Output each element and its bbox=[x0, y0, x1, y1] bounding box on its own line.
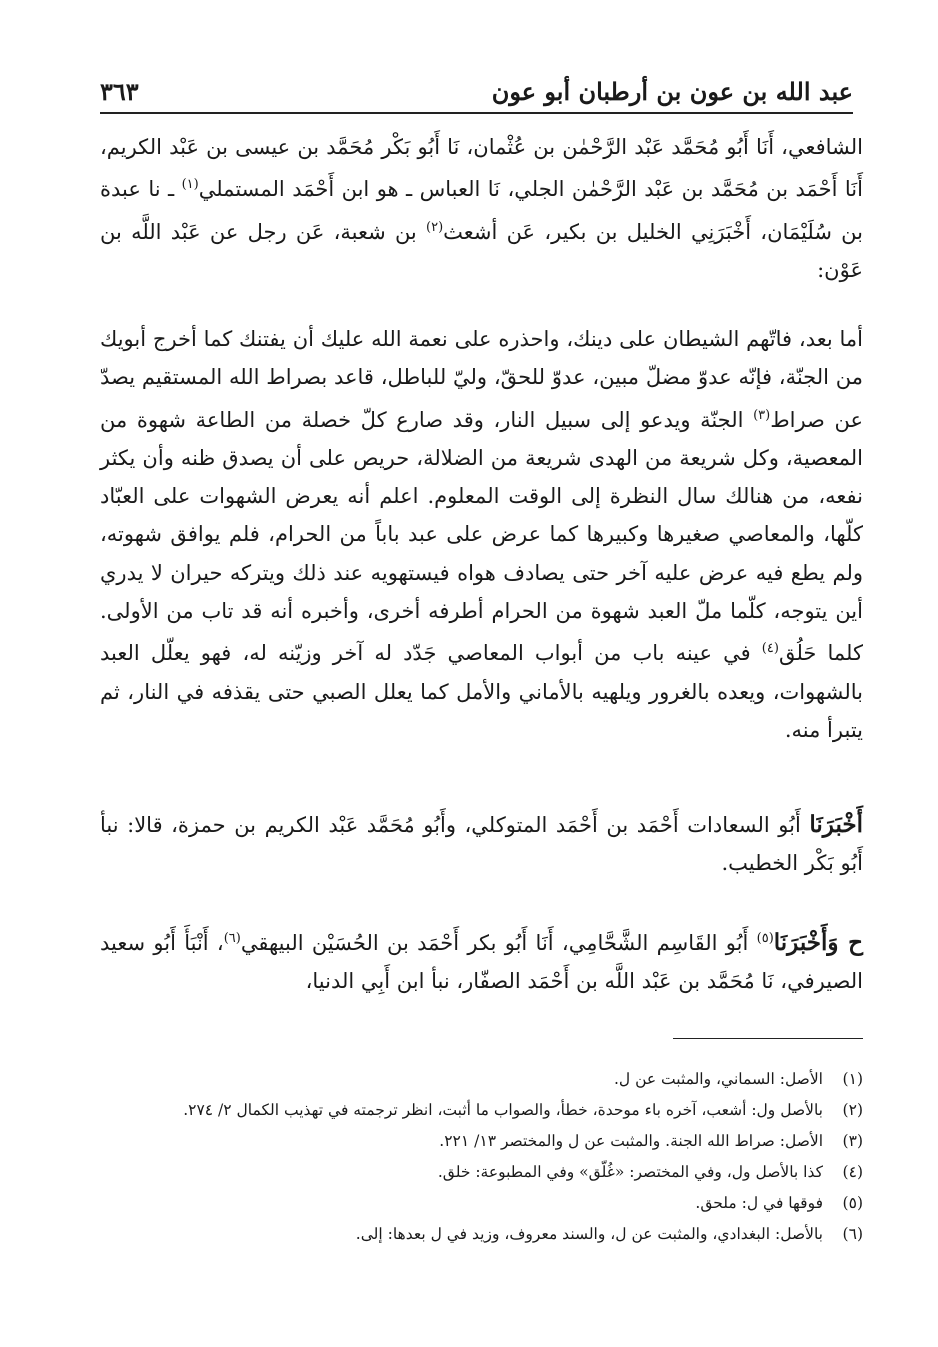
footnote-text: الأصل: السماني، والمثبت عن ل. bbox=[613, 1070, 823, 1088]
footnote bbox=[100, 1221, 863, 1247]
footnote-text: بالأصل ول: أشعب، آخره باء موحدة، خطأ، والصواب ما أثبت، انظر ترجمته في تهذيب الكمال ٢/ ٢٧٤. bbox=[183, 1101, 823, 1119]
footnote-text: بالأصل: البغدادي، والمثبت عن ل، والسند معروف، وزيد في ل بعدها: إلى. bbox=[355, 1225, 823, 1243]
text-run: ـ نا عبدة بن سُلَيْمَان، أَخْبَرَنِي الخليل بن بكير، عَن أشعث bbox=[100, 177, 863, 244]
main-text bbox=[100, 128, 863, 1001]
text-run: أَبُو السعادات أَحْمَد بن أَحْمَد المتوكلي، وأَبُو مُحَمَّد عَبْد الكريم بن حمزة، قالا: نبأ أَبُو بَكْر الخطيب. bbox=[100, 813, 863, 876]
paragraph-isnad-1 bbox=[100, 128, 863, 320]
footnote bbox=[100, 1190, 863, 1216]
footnote-ref-5: (٥) bbox=[756, 931, 774, 946]
footnote-number: (٣) bbox=[842, 1132, 863, 1150]
footnote bbox=[100, 1128, 863, 1154]
text-run: بن شعبة، عَن رجل عن عَبْد اللَّه بن عَوْن: bbox=[100, 219, 863, 282]
wa-akhbarana-heading: ح وَأَخْبَرَنَا bbox=[773, 929, 863, 956]
footnote bbox=[100, 1097, 863, 1123]
text-run: في عينه باب من أبواب المعاصي جَدّد له آخر وزيّنه له، فهو يعلّل العبد بالشهوات، ويعده بالغرور ويلهيه بالأماني والأمل كما يعلل الصبي حتى يقذفه في النار، ثم يتبرأ منه. bbox=[100, 641, 863, 742]
footnote bbox=[100, 1066, 863, 1092]
text-run: الشافعي، أَنَا أَبُو مُحَمَّد عَبْد الرَّحْمٰن بن عُثْمان، نَا أَبُو بَكْر مُحَمَّد بن عيسى بن عَبْد الكريم، أَنَا أَحْمَد بن مُحَمَّد بن عَبْد الرَّحْمٰن الجلي، نَا العباس ـ هو ابن أَحْمَد المستملي bbox=[100, 135, 863, 202]
footnote-number: (٥) bbox=[842, 1194, 863, 1212]
footnote-ref-6: (٦) bbox=[223, 931, 241, 946]
footnote-number: (٦) bbox=[842, 1225, 863, 1243]
footnote-number: (٢) bbox=[842, 1101, 863, 1119]
akhbarana-heading: أَخْبَرَنَا bbox=[809, 811, 863, 838]
footnote-text: فوقها في ل: ملحق. bbox=[695, 1194, 823, 1212]
footnote-ref-2: (٢) bbox=[426, 219, 444, 235]
paragraph-isnad-3 bbox=[100, 920, 863, 1001]
footnote-ref-1: (١) bbox=[181, 177, 199, 193]
text-run: أَبُو القَاسِم الشَّحَّامِي، أَنَا أَبُو بكر أَحْمَد بن الحُسَيْن البيهقي bbox=[240, 931, 757, 955]
text-run: ، أَنْبَأَ أَبُو سعيد الصيرفي، نَا مُحَمَّد بن عَبْد اللَّه بن أَحْمَد الصفّار، نبأ ابن أَبِي الدنيا، bbox=[100, 931, 863, 994]
text-run: أما بعد، فاتّهم الشيطان على دينك، واحذره على نعمة الله عليك أن يفتنك كما أخرج أبويك من الجنّة، فإنّه عدوّ مضلّ مبين، عدوّ للحقّ، وليّ للباطل، قاعد بصراط الله المستقيم يصدّ عن صراط bbox=[100, 327, 863, 432]
running-title: عبد الله بن عون بن أرطبان أبو عون bbox=[491, 77, 853, 106]
page-header bbox=[100, 62, 853, 114]
footnotes bbox=[100, 1066, 863, 1252]
footnote bbox=[100, 1159, 863, 1185]
footnote-divider bbox=[673, 1038, 863, 1039]
footnote-text: كذا بالأصل ول، وفي المختصر: «غُلّق» وفي المطبوعة: خلق. bbox=[437, 1163, 823, 1181]
paragraph-isnad-2 bbox=[100, 806, 863, 916]
paragraph-sermon bbox=[100, 320, 863, 790]
page-number: ٣٦٣ bbox=[100, 77, 139, 106]
footnote-number: (١) bbox=[842, 1070, 863, 1088]
text-run: الجنّة ويدعو إلى سبيل النار، وقد صارع كلّ خصلة من الطاعة شهوة من المعصية، وكل شريعة من الهدى شريعة من الضلالة، حريص على أن يصدق ظنه وأن يكثر نفعه، من هنالك سال النظرة إلى الوقت المعلوم. اعلم أنه يعرض الشهوات على العبّاد كلّها، والمعاصي صغيرها وكبيرها كما عرض على عبد باباً من الحرام، فلم يوافق شهوته، ولم يطع فيه عرض عليه آخر حتى يصادف هواه فيستهويه عند ذلك ويتركه حيران لا يدري أين يتوجه، كلّما ملّ العبد شهوة من الحرام أطرفه أخرى، وأخبره أنه قد تاب من الأولى. كلما حَلُق bbox=[100, 407, 863, 666]
footnote-number: (٤) bbox=[842, 1163, 863, 1181]
footnote-text: الأصل: صراط الله الجنة. والمثبت عن ل والمختصر ١٣/ ٢٢١. bbox=[439, 1132, 823, 1150]
footnote-ref-4: (٤) bbox=[761, 641, 779, 657]
footnote-ref-3: (٣) bbox=[753, 407, 771, 423]
